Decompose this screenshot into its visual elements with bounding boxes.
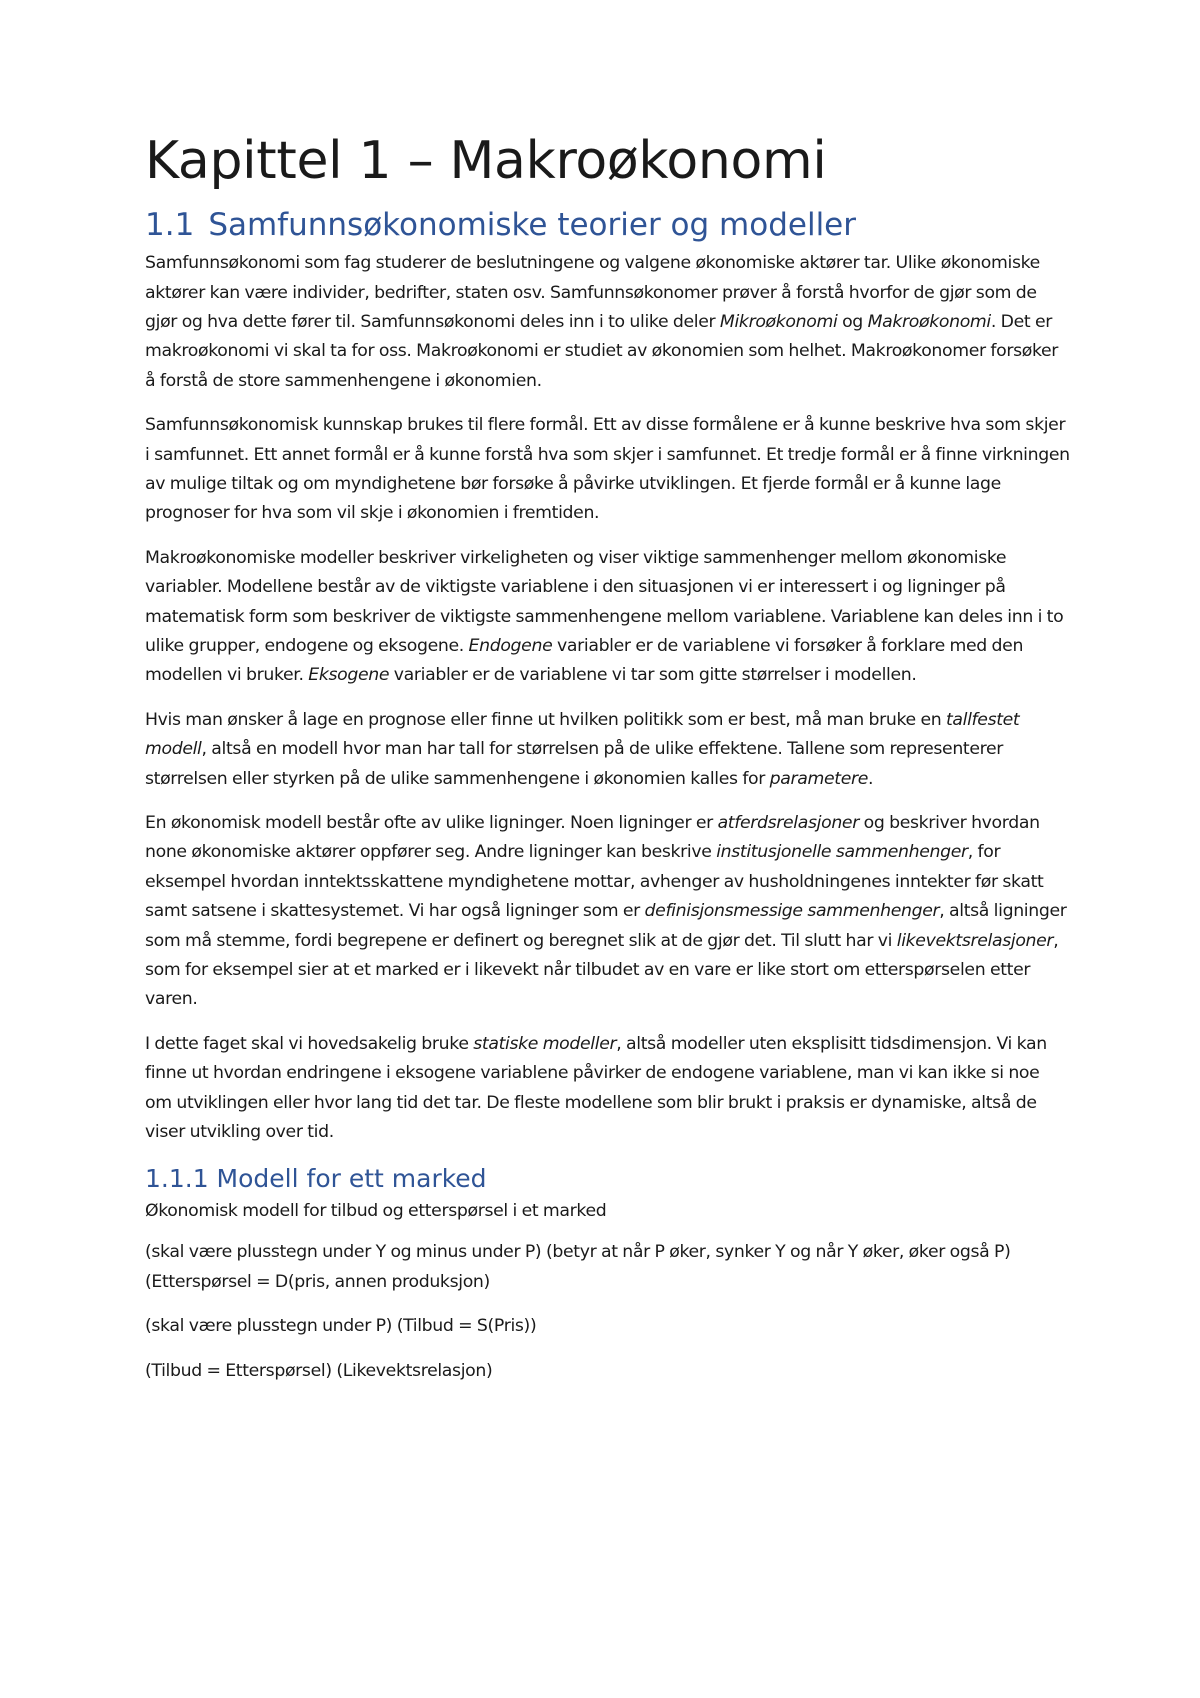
paragraph bbox=[145, 249, 1070, 396]
paragraph bbox=[145, 1030, 1070, 1148]
equation-line-equilibrium: (Tilbud = Etterspørsel) (Likevektsrelasjon) bbox=[145, 1360, 493, 1381]
text-run: Samfunnsøkonomi som fag studerer de beslutningene og valgene økonomiske aktører tar. Ulike økonomiske aktører kan være individer, bedrifter, staten osv. Samfunnsøkonomer prøver å forstå hvorfor de gjør som de gjør og hva dette fører til. Samfunnsøkonomi deles inn i to ulike deler bbox=[145, 253, 1040, 332]
equation-line-supply: (skal være plusstegn under P) (Tilbud = S(Pris)) bbox=[145, 1316, 537, 1337]
text-run: , altså modeller uten eksplisitt tidsdimensjon. Vi kan finne ut hvordan endringene i eksogene variablene påvirker de endogene variablene, man vi kan ikke si noe om utviklingen eller hvor lang tid det tar. De fleste modellene som blir brukt i praksis er dynamiske, altså de viser utvikling over tid. bbox=[145, 1033, 1047, 1143]
document-page bbox=[145, 130, 1070, 1401]
italic-term: likevektsrelasjoner bbox=[896, 930, 1054, 951]
subsection-heading: 1.1.1 Modell for ett marked bbox=[145, 1163, 487, 1193]
text-run: , altså en modell hvor man har tall for størrelsen på de ulike effektene. Tallene som representerer størrelsen eller styrken på de ulike sammenhengene i økonomien kalles for bbox=[145, 739, 1004, 789]
paragraph: Samfunnsøkonomisk kunnskap brukes til flere formål. Ett av disse formålene er å kunne beskrive hva som skjer i samfunnet. Ett annet formål er å kunne forstå hva som skjer i samfunnet. Et tredje formål er å finne virkningen av mulige tiltak og om myndighetene bør forsøke å påvirke utviklingen. Et fjerde formål er å kunne lage prognoser for hva som vil skje i økonomien i fremtiden. bbox=[145, 415, 1070, 524]
text-run: . bbox=[868, 768, 874, 789]
italic-term: Endogene bbox=[468, 636, 553, 657]
text-run: . Det er makroøkonomi vi skal ta for oss. Makroøkonomi er studiet av økonomien som helhet. Makroøkonomer forsøker å forstå de store sammenhengene i økonomien. bbox=[145, 311, 1059, 391]
italic-term: Eksogene bbox=[308, 665, 390, 686]
section-heading bbox=[145, 206, 1070, 245]
paragraph bbox=[145, 544, 1070, 691]
text-run: og bbox=[837, 311, 868, 332]
section-number: 1.1 bbox=[145, 207, 195, 244]
italic-term: atferdsrelasjoner bbox=[717, 813, 859, 834]
italic-term: Makroøkonomi bbox=[867, 311, 991, 332]
subsection-intro: Økonomisk modell for tilbud og etterspørsel i et marked bbox=[145, 1201, 607, 1222]
text-run: Hvis man ønsker å lage en prognose eller finne ut hvilken politikk som er best, må man bruke en bbox=[145, 709, 946, 730]
text-run: variabler er de variablene vi forsøker å forklare med den modellen vi bruker. bbox=[145, 636, 1024, 686]
text-run: Makroøkonomiske modeller beskriver virkeligheten og viser viktige sammenhenger mellom økonomiske variabler. Modellene består av de viktigste variablene i den situasjonen vi er interessert i og ligninger på matematisk form som beskriver de viktigste sammenhengene mellom variablene. Variablene kan deles inn i to ulike grupper, endogene og eksogene. bbox=[145, 547, 1064, 657]
section-title: Samfunnsøkonomiske teorier og modeller bbox=[208, 207, 856, 244]
text-run: I dette faget skal vi hovedsakelig bruke bbox=[145, 1033, 474, 1054]
text-run: , som for eksempel sier at et marked er i likevekt når tilbudet av en vare er like stort om etterspørselen etter varen. bbox=[145, 930, 1059, 1010]
italic-term: statiske modeller bbox=[473, 1033, 617, 1054]
italic-term: parametere bbox=[769, 768, 869, 789]
text-run: , for eksempel hvordan inntektsskattene myndighetene mottar, avhenger av husholdningenes inntekter før skatt samt satsene i skattesystemet. Vi har også ligninger som er bbox=[145, 842, 1044, 922]
text-run: variabler er de variablene vi tar som gitte størrelser i modellen. bbox=[389, 665, 917, 686]
italic-term: tallfestet modell bbox=[145, 709, 1020, 760]
text-run: , altså ligninger som må stemme, fordi begrepene er definert og beregnet slik at de gjør det. Til slutt har vi bbox=[145, 901, 1067, 951]
text-run: og beskriver hvordan none økonomiske aktører oppfører seg. Andre ligninger kan beskrive bbox=[145, 813, 1040, 863]
italic-term: definisjonsmessige sammenhenger bbox=[644, 901, 940, 922]
italic-term: Mikroøkonomi bbox=[719, 311, 838, 332]
paragraph bbox=[145, 809, 1070, 1015]
equation-line-demand: (skal være plusstegn under Y og minus under P) (betyr at når P øker, synker Y og når Y øker, øker også P) (Etterspørsel = D(pris, annen produksjon) bbox=[145, 1242, 1011, 1292]
text-run: En økonomisk modell består ofte av ulike ligninger. Noen ligninger er bbox=[145, 813, 718, 834]
italic-term: institusjonelle sammenhenger bbox=[716, 842, 968, 863]
paragraph bbox=[145, 706, 1070, 794]
page-title: Kapittel 1 – Makroøkonomi bbox=[145, 131, 827, 191]
